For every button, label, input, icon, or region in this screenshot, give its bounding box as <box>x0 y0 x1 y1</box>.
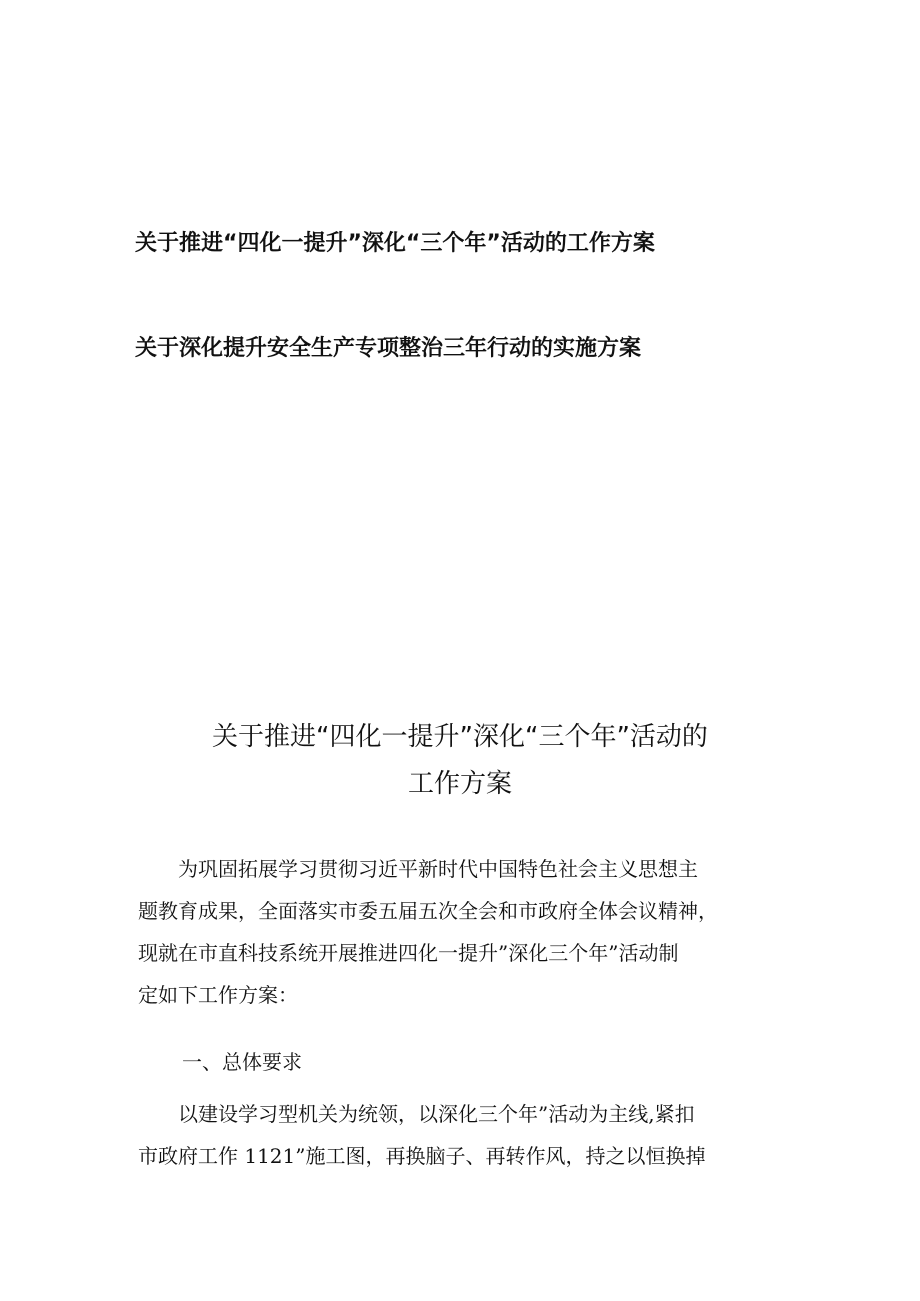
section-heading: 一、总体要求 <box>182 1050 302 1074</box>
paragraph-line: 以建设学习型机关为统领，以深化三个年”活动为主线,紧扣 <box>138 1102 695 1126</box>
paragraph-line: 题教育成果，全面落实市委五届五次全会和市政府全体会议精神， <box>138 899 718 923</box>
document-title-line-1: 关于推进“四化一提升”深化“三个年”活动的 <box>212 722 708 752</box>
paragraph-line: 现就在市直科技系统开展推进四化一提升”深化三个年”活动制 <box>138 941 679 965</box>
paragraph-line: 市政府工作 1121”施工图，再换脑子、再转作风，持之以恒换掉 <box>138 1144 706 1168</box>
paragraph-line: 为巩固拓展学习贯彻习近平新时代中国特色社会主义思想主 <box>138 857 698 881</box>
intro-paragraph <box>138 848 798 1016</box>
requirements-paragraph <box>138 1093 798 1177</box>
paragraph-line: 定如下工作方案： <box>138 983 298 1007</box>
document-title-line-2: 工作方案 <box>407 769 512 799</box>
toc-item-1: 关于推进“四化一提升”深化“三个年”活动的工作方案 <box>135 231 655 256</box>
toc-item-2: 关于深化提升安全生产专项整治三年行动的实施方案 <box>135 336 642 361</box>
